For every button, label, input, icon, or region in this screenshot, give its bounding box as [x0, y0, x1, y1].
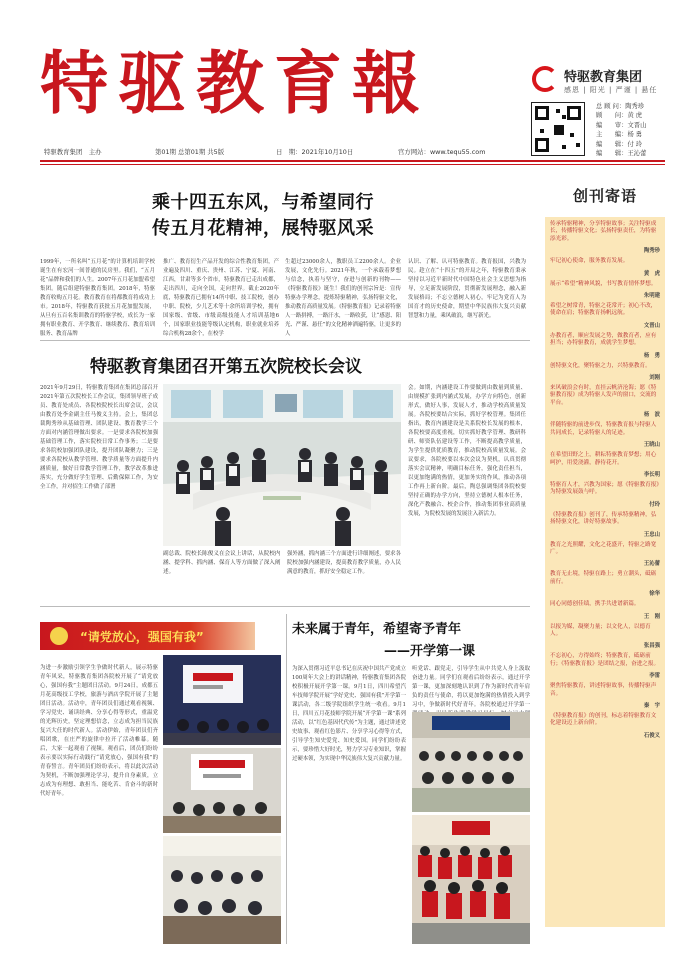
message-author: 张昌强: [643, 643, 660, 650]
staff-line: 总 顾 问：陶秀珍: [596, 103, 645, 110]
meeting-photo[interactable]: [163, 384, 401, 546]
issue-date: 日 期：2021年10月10日: [276, 148, 354, 156]
message-author: 李雷: [649, 673, 660, 680]
message-text: 聚焦特驱教育，讲述特驱故事，传播特驱声音。: [550, 683, 657, 697]
message-text: 伴随特驱的前进步伐，特驱教育报与特驱人共同成长，记录特驱人的足迹。: [550, 422, 657, 436]
headline-article-2[interactable]: 特驱教育集团召开第五次院校长会议: [90, 357, 362, 377]
article-1-col-1: 1999年，一所名叫“五月花”的计算机培训学校诞生在有宏河一间普通的民房里。我们，“五月花”品牌和我们的人生。2007年五月花加盟希望集团。随后组建特驱教育集团。2018年，特驱教育收购五月花。教育教育在将都教育将成功上市。2018年，特驱教育获批五月花加盟发展，从旦有五百名集训教育的特驱学校，成长为一家拥有职业教育、开学教育、继续教育、教育培训服务、教育品牌: [40, 259, 155, 337]
message-text: 以报为媒，凝聚力量；以文化人，以德育人。: [550, 623, 651, 637]
section-divider: [40, 606, 530, 607]
assembly-photo[interactable]: [412, 712, 530, 812]
staff-line: 编 辑：王沁蕾: [596, 150, 647, 158]
staff-line: 顾 问：黄 虎: [596, 112, 643, 120]
message-text: 同心同德创佳绩，携手共进谱新篇。: [550, 601, 640, 608]
column-divider: [286, 614, 287, 944]
qr-code-icon[interactable]: [531, 102, 585, 156]
section-divider: [40, 340, 530, 341]
message-author: 刘刚: [649, 375, 660, 382]
headline-article-3[interactable]: [292, 619, 475, 663]
message-text: 在希望田野之上，耕耘特驱教育梦想；用心呵护，用爱浇灌，静待花开。: [550, 452, 657, 466]
headline-line: 未来属于青年，希望寄予青年: [292, 622, 462, 637]
classroom-photo-2-illustration: [163, 748, 281, 833]
masthead: [0, 0, 700, 160]
message-author: 杨 波: [643, 412, 660, 419]
assembly-photo-illustration: [412, 712, 530, 812]
sponsor-text: 特驱教育集团 主办: [44, 148, 102, 156]
issue-number: 第01期 总第01期 共5版: [155, 148, 225, 156]
message-author: 王沁蕾: [643, 561, 660, 568]
article-2-col-4: 会。如期，内涵建设工作要做到由数量到质量、由规模扩张到内涵式发展，办学方向特色，创新形式，做好人事，发展人才，推动学校高质量发展。各院校要结合实际，抓好学校管理。集团任指出，教育内涵建设是关系院校长发展的根本，各院校要高度重视，切实抓好教学管理、教研科研、师资队伍建设等工作，不断提高教学质量，为学生提供优质教育，推动院校高质量发展。会议要求，各院校要以本次会议为契机，认真贯彻落实会议精神，明确目标任务，强化责任担当，以更加饱满的热情，更加务实的作风，推动各项工作再上新台阶。最后，陶总强调集团各院校要坚持正确的办学方向，坚持立德树人根本任务，深化产教融合、校企合作，推动集团事业高质量发展，为院校发展的发展注入新活力。: [408, 385, 526, 517]
staff-line: 主 编：杨 勇: [596, 131, 643, 139]
classroom-photo-1[interactable]: [163, 655, 281, 745]
classroom-photo-3-illustration: [163, 836, 281, 944]
headline-line: 传五月花精神，展特驱风采: [152, 218, 374, 239]
staff-line: 编 审：文晋山: [596, 121, 647, 129]
message-author: 朱明建: [643, 293, 660, 300]
students-photo[interactable]: [412, 815, 530, 944]
message-text: 特驱育人才，兴教为国家；愿《特驱教育报》为特驱发展鼓与呼。: [550, 481, 660, 496]
message-text: 教育无止境，特驱在路上；勇立潮头，砥砺前行。: [550, 571, 657, 585]
header-rule-thin: [40, 164, 665, 165]
message-text: 《特驱教育报》创刊了，传承特驱精神，弘扬特驱文化，讲好特驱故事。: [550, 511, 657, 526]
message-text: 《特驱教育报》的创刊，标志着特驱教育文化建设迈上新台阶。: [550, 713, 657, 727]
banner-title: “请党放心，强国有我”: [80, 630, 204, 644]
message-author: 文晋山: [643, 322, 660, 329]
message-text: 教育之光照耀，文化之花盛开，特驱之路宽广。: [550, 541, 657, 555]
header-rule: [40, 160, 665, 162]
article-3a-col-1: 为进一步激励引领学生争做时代新人，展示特驱青年风采，特驱教育集团各院校开展了“请党放心，强国有我”主题团日活动。9月24日，成都五月花高级技工学校，旅游与酒店学院开展了主题团日活动。活动中，青年团员们通过观看视频、学习党史、诵读经典、分享心得等形式，重温党的光辉历史，坚定理想信念，立志成为担当民族复兴大任的时代新人。活动伊始，青年团员们齐唱团歌，在庄严的旋律中拉开了活动帷幕。随后，大家一起观看了视频。观看后，团员们纷纷表示要以实际行动践行“请党放心，强国有我”的青春誓言。青年团员们纷纷表示，将以此次活动为契机，不断加强理论学习，提升自身素质，立志成为有理想、敢担当、能吃苦、肯奋斗的新时代好青年。: [40, 665, 158, 797]
article-1-col-2: 推广、教育衍生产品开发的综合性教育集团，产业遍及四川、重庆、贵州、江苏、宁夏、河南、江西，甘肃等多个省市，特驱教育已走出成都，走出四川，走向全国，走向世界。截止2020年底，特驱教育已拥有14所中职、技工院校，创办中职、院校，少儿艺术等十余所培训学校，拥有国家级、省级、市级高级技能人才培训基地6个，国家职业技能等级认定机构，职业就业培养综合机构28余个，在校学: [163, 259, 279, 337]
headline-line: 乘十四五东风，与希望同行: [152, 192, 374, 213]
group-name: 特驱教育集团: [564, 70, 643, 85]
meeting-photo-illustration: [163, 384, 401, 546]
message-author: 王 刚: [643, 613, 660, 620]
meeting-photo-caption: 副总裁、院校长陈俊义在会议上讲话，从院校内涵、提学科、抓内涵、保育人等方面做了深入阐述。: [163, 551, 281, 575]
students-photo-illustration: [412, 815, 530, 944]
sidebar-messages[interactable]: [545, 217, 665, 927]
classroom-photo-1-illustration: [163, 655, 281, 745]
article-1-col-3: 生超过23000余人，教职员工2200余人。企业发展，文化先行。2021年秋，一个承载着梦想与信念，执着与坚守，奋进与创新的刊物——《特驱教育报》诞生！我们的创刊宗旨是：宣传特驱办学理念，提炼特驱精神，弘扬特驱文化，推动教育高质量发展。《特驱教育报》记录着特驱人一路拼搏，一路汗水，一路收获，让“感恩、阳光、严谨、悬任”的文化精神洒遍特驱，让更多的人: [285, 259, 401, 337]
message-author: 黄 虎: [643, 270, 660, 277]
message-author: 王忠山: [643, 531, 660, 538]
message-author: 徐华: [649, 591, 660, 598]
classroom-photo-2[interactable]: [163, 748, 281, 833]
article-2-col-3: 强外涵，抓内涵三个方面进行详细阐述，要求各院校加强内涵建设，提高教育教学质量，办人民满意的教育，抓好安全稳定工作。: [287, 551, 401, 575]
issue-info-bar: [40, 146, 520, 158]
classroom-photo-3[interactable]: [163, 836, 281, 944]
message-text: 创特驱文化，聚特驱之力，兴特驱教育。: [550, 362, 651, 369]
headline-article-1[interactable]: [152, 190, 374, 242]
message-text: 办教育者，顺应发展之势，做教育者，应有担当；办特驱教育，成就学生梦想。: [550, 332, 657, 347]
message-text: 牢记初心使命，服务教育发展。: [550, 258, 629, 265]
article-2-col-1: 2021年9月29日，特驱教育集团在集团总部召开2021年第五次院校长工作会议，集团领导班子成员、教育处成员、各院校院校长出席会议，会议由教育处李金副主任马俊义主持。会上，集团总裁陶秀珍从基础管理、团队建设、教育教学三个方面对内涵管理做出要求。一是要求各院校加强基础管理工作，落实院校日常工作事务；二是要求各院校加强团队建设，提升团队凝聚力；三是要求各院校从教学管理、教学质量等方面提升内涵质量，做好日常教学管理工作，教学改革推进落实，充分做好学生管理、后勤保障工作，为安全工作，并对招生工作做了部署: [40, 385, 158, 490]
editorial-sidebar: [545, 175, 665, 945]
headline-line: ——开学第一课: [384, 644, 476, 659]
message-author: 付玲: [649, 501, 660, 508]
message-text: 传承特驱精神，分享特驱故事；关注特驱成长，传播特驱文化；弘扬特驱责任，为特驱添光彩。: [550, 221, 657, 242]
message-text: 展示“希望”精神风貌，书写教育情怀梦想。: [550, 280, 657, 287]
staff-list: [596, 102, 646, 158]
message-text: 不忘初心，方得始终；特驱教育，砥砺前行；《特驱教育报》是团结之报，奋进之报。: [550, 653, 660, 667]
staff-line: 编 辑：付 玲: [596, 140, 643, 148]
sidebar-title: 创刊寄语: [572, 187, 637, 205]
message-author: 王晓山: [643, 442, 660, 449]
message-author: 李长明: [643, 471, 660, 478]
article-3b-col-1: 为深入贯彻习近平总书记在庆祝中国共产党成立100周年大会上的讲话精神，特驱教育集团各院校积极开展开学第一课。9月1日，四川希望汽车技师学院开展“学好党史、强国有我”开学第一课活动，各二级学院组织学生统一收看。9月1日，四川五月花技师学院开展“开学第一课”系列活动，以“红色基因代代传”为主题，通过讲述党史故事、观看红色影片、分享学习心得等方式，引导学生知史爱党、知史爱国。同学们纷纷表示，要珍惜大好时光，努力学习专业知识，掌握过硬本领，为实现中华民族伟大复兴贡献力量。: [292, 666, 406, 762]
message-text: 希望之树常青，特驱之花常开；初心不改，使命在肩；特驱教育扬帆远航。: [550, 303, 657, 317]
party-emblem-icon: [50, 627, 68, 645]
message-author: 陶秀珍: [643, 248, 660, 255]
group-logo-icon: [532, 66, 558, 92]
party-banner[interactable]: [40, 622, 255, 650]
message-text: 来风破浪会有时，直挂云帆济沧海；愿《特驱教育报》成为特驱人发声的窗口，交流的平台。: [550, 385, 657, 406]
message-author: 石俊义: [643, 732, 660, 739]
newspaper-title: 特驱教育報: [40, 44, 431, 124]
group-motto: 感恩 | 阳光 | 严谨 | 悬任: [564, 86, 658, 94]
message-author: 秦 宇: [643, 703, 660, 709]
message-author: 杨 勇: [643, 352, 660, 359]
website-link[interactable]: 官方网站：www.tequ55.com: [398, 148, 486, 156]
article-1-col-4: 认识、了解、认可特驱教育。教育报国，兴教为民。趁立在“十四五”的开局之年，特驱教育秉承坚持以习近平新时代中国特色社会主义思想为指导，立足新发展阶段，贯彻新发展理念，融入新发展格局；不忘立德树人初心，牢记为党育人为国育才的历史使命，期望中华民族伟大复兴贡献智慧和力量，乘风破浪，继写新光。: [408, 259, 526, 319]
article-3b-col-2: 听党话、跟党走，引导学生从中共党人身上汲取奋进力量。同学们在观看后纷纷表示，通过开学第一课，更加深刻地认识到了作为新时代青年肩负的责任与使命，将以更加饱满的热情投入到学习中，争做新时代好青年。各院校通过开学第一: [412, 666, 530, 708]
